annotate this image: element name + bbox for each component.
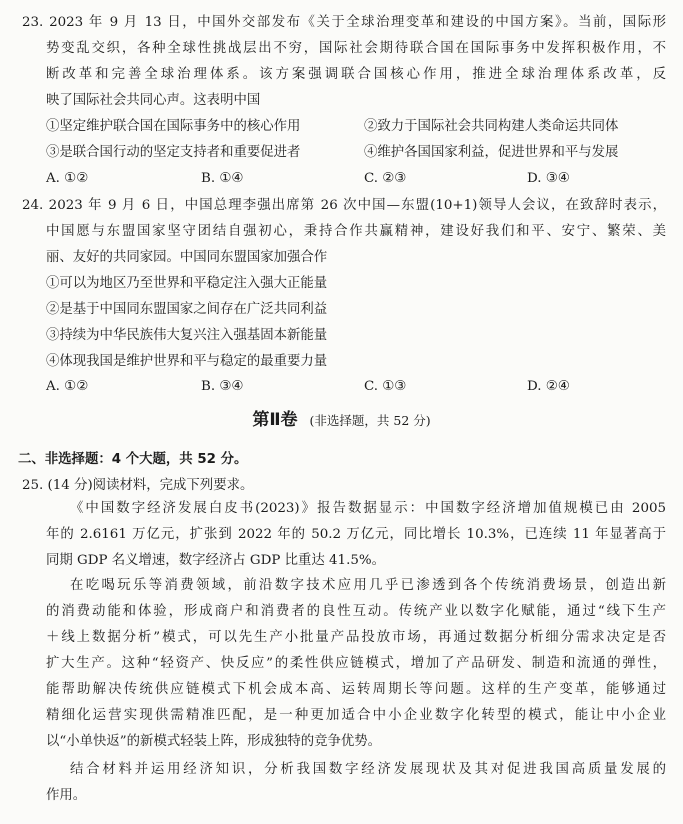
q25-material-line-5: 的消费动能和体验，形成商户和消费者的良性互动。传统产业以数字化赋能，通过“线下生产: [46, 604, 666, 619]
part2-heading: [0, 409, 683, 432]
q23-stem-line-2: 势变乱交织，各种全球性挑战层出不穷，国际社会期待联合国在国际事务中发挥积极作用，不: [46, 41, 666, 56]
q24-option-d: D. ②④: [527, 379, 570, 394]
q24-option-a: A. ①②: [46, 379, 89, 394]
q25-material-line-10: 以“小单快返”的新模式轻装上阵，形成独特的竞争优势。: [46, 734, 382, 749]
part2-title: 第Ⅱ卷: [252, 410, 298, 430]
q25-material-line-2: 年的 2.6161 万亿元，扩张到 2022 年的 50.2 万亿元，同比增长 10.3%，已连续 11 年显著高于: [46, 527, 666, 542]
q24-stem-line-2: 中国愿与东盟国家坚守团结自强初心，秉持合作共赢精神，建设好我们和平、安宁、繁荣、美: [46, 224, 666, 239]
q24-option-c: C. ①③: [364, 379, 407, 394]
part2-subtitle: (非选择题，共 52 分): [309, 413, 431, 428]
q25-material-line-1: 《中国数字经济发展白皮书(2023)》报告数据显示：中国数字经济增加值规模已由 2005: [70, 501, 666, 516]
q23-statement-2: ②致力于国际社会共同构建人类命运共同体: [364, 119, 619, 134]
q25-material-line-4: 在吃喝玩乐等消费领域，前沿数字技术应用几乎已渗透到各个传统消费场景，创造出新: [70, 578, 666, 593]
q23-stem-line-3: 断改革和完善全球治理体系。该方案强调联合国核心作用，推进全球治理体系改革，反: [46, 67, 666, 82]
q25-material-line-3: 同期 GDP 名义增速，数字经济占 GDP 比重达 41.5%。: [46, 553, 385, 568]
q24-statement-1: ①可以为地区乃至世界和平稳定注入强大正能量: [46, 276, 328, 291]
q25-stem: 25. (14 分)阅读材料，完成下列要求。: [22, 478, 254, 493]
q25-requirement-line-1: 结合材料并运用经济知识，分析我国数字经济发展现状及其对促进我国高质量发展的: [70, 762, 666, 777]
q24-statement-4: ④体现我国是维护世界和平与稳定的最重要力量: [46, 354, 328, 369]
q23-stem-line-1: 23. 2023 年 9 月 13 日，中国外交部发布《关于全球治理变革和建设的中国方案》。当前，国际形: [22, 15, 666, 30]
q23-statement-4: ④维护各国国家利益，促进世界和平与发展: [364, 145, 619, 160]
q23-option-d: D. ③④: [527, 171, 570, 186]
q23-stem-line-4: 映了国际社会共同心声。这表明中国: [46, 93, 261, 108]
q23-statement-1: ①坚定维护联合国在国际事务中的核心作用: [46, 119, 301, 134]
q23-option-b: B. ①④: [201, 171, 244, 186]
section2-heading: 二、非选择题：4 个大题，共 52 分。: [18, 452, 248, 467]
q23-statement-3: ③是联合国行动的坚定支持者和重要促进者: [46, 145, 301, 160]
q23-option-c: C. ②③: [364, 171, 407, 186]
q24-statement-2: ②是基于中国同东盟国家之间存在广泛共同利益: [46, 302, 328, 317]
q23-option-a: A. ①②: [46, 171, 89, 186]
q24-stem-line-1: 24. 2023 年 9 月 6 日，中国总理李强出席第 26 次中国—东盟(10+1)领导人会议，在致辞时表示，: [22, 198, 666, 213]
q25-material-line-7: 扩大生产。这种“轻资产、快反应”的柔性供应链模式，增加了产品研发、制造和流通的弹性，: [46, 656, 666, 671]
q25-material-line-8: 能帮助解决传统供应链模式下机会成本高、运转周期长等问题。这样的生产变革，能够通过: [46, 682, 666, 697]
q25-material-line-6: ＋线上数据分析”模式，可以先生产小批量产品投放市场，再通过数据分析细分需求决定是否: [46, 630, 666, 645]
q24-option-b: B. ③④: [201, 379, 244, 394]
q25-requirement-line-2: 作用。: [46, 788, 87, 803]
q24-statement-3: ③持续为中华民族伟大复兴注入强基固本新能量: [46, 328, 328, 343]
q25-material-line-9: 精细化运营实现供需精准匹配，是一种更加适合中小企业数字化转型的模式，能让中小企业: [46, 708, 666, 723]
q24-stem-line-3: 丽、友好的共同家园。中国同东盟国家加强合作: [46, 250, 328, 265]
